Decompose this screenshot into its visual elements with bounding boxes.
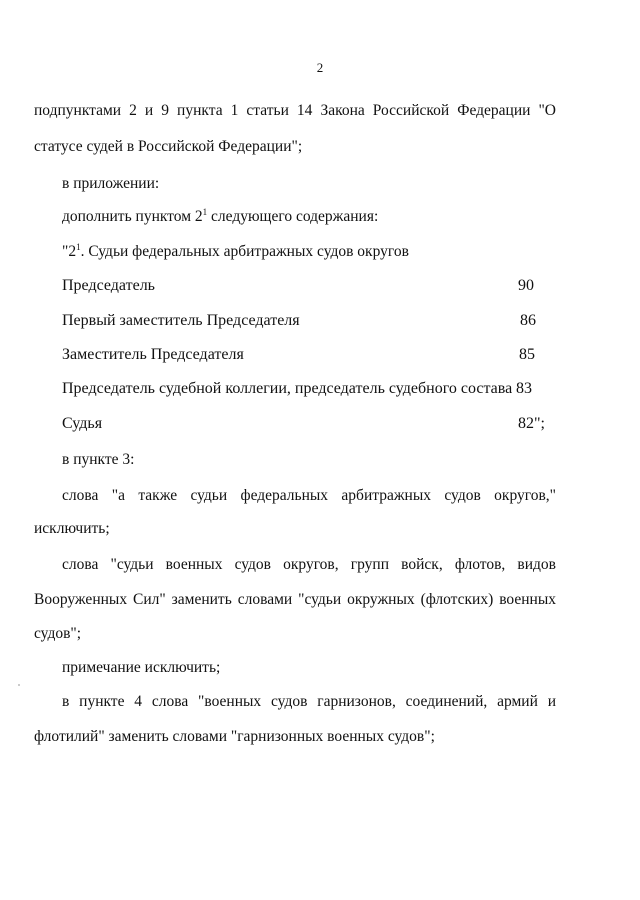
salary-row-label: Судья (62, 415, 103, 432)
salary-row-value: 82"; (518, 415, 545, 432)
point4-line-2: флотилий" заменить словами "гарнизонных военных судов"; (34, 728, 435, 745)
point3-words2-line-1: слова "судьи военных судов округов, групп войск, флотов, видов (62, 556, 556, 573)
section-title-superscript: 1 (76, 241, 81, 252)
note-remove: примечание исключить; (62, 659, 221, 676)
point3-heading: в пункте 3: (62, 451, 135, 468)
salary-row-label: Председатель (62, 277, 155, 294)
appendix-heading: в приложении: (62, 175, 160, 192)
intro-line-1: подпунктами 2 и 9 пункта 1 статьи 14 Закона Российской Федерации "О (34, 102, 556, 119)
salary-row-value: 85 (519, 346, 535, 363)
section-title (62, 242, 409, 262)
salary-row-value: 83 (516, 380, 532, 397)
point4-line-1: в пункте 4 слова "военных судов гарнизонов, соединений, армий и (62, 693, 556, 710)
salary-row (62, 312, 562, 332)
salary-row-label: Председатель судебной коллегии, председатель судебного состава (62, 380, 513, 397)
salary-row (62, 415, 562, 435)
salary-row-label: Заместитель Председателя (62, 346, 244, 363)
addition-line (62, 207, 378, 227)
scan-speck (18, 684, 20, 686)
point3-words2-line-3: судов"; (34, 625, 82, 642)
salary-row-value: 90 (518, 277, 534, 294)
page-number: 2 (316, 60, 324, 75)
addition-text-after: следующего содержания: (207, 208, 379, 225)
salary-row (62, 277, 562, 297)
salary-row-value: 86 (520, 312, 536, 329)
intro-line-2: статусе судей в Российской Федерации"; (34, 138, 303, 155)
addition-superscript: 1 (202, 206, 208, 217)
salary-row-label: Первый заместитель Председателя (62, 312, 300, 329)
point3-words2-line-2: Вооруженных Сил" заменить словами "судьи окружных (флотских) военных (34, 591, 556, 608)
section-title-before: "2 (62, 243, 77, 260)
section-title-after: . Судьи федеральных арбитражных судов округов (80, 243, 409, 260)
salary-row (62, 380, 562, 400)
addition-text-before: дополнить пунктом 2 (62, 208, 203, 225)
point3-words1-line-1: слова "а также судьи федеральных арбитражных судов округов," (62, 487, 556, 504)
point3-words1-line-2: исключить; (34, 520, 110, 537)
salary-row (62, 346, 562, 366)
